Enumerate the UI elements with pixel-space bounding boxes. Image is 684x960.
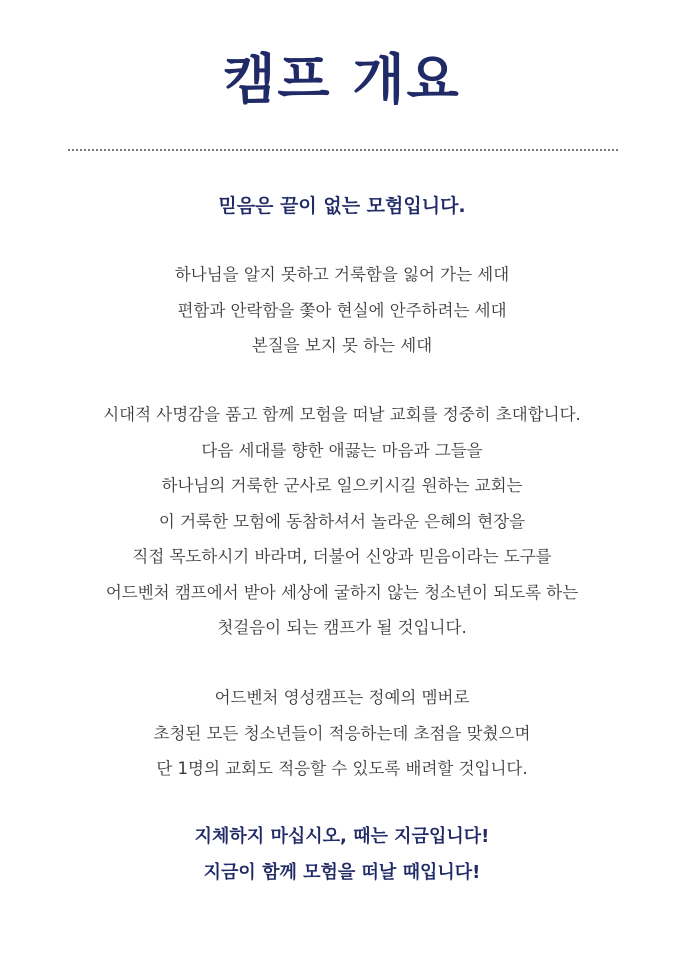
text-line: 본질을 보지 못 하는 세대 [251, 336, 433, 355]
closing-line: 지금이 함께 모험을 떠날 때입니다! [203, 862, 481, 883]
page-title: 캠프 개요 [223, 48, 461, 111]
text-line: 이 거룩한 모험에 동참하셔서 놀라운 은혜의 현장을 [158, 511, 526, 531]
text-line: 직접 목도하시기 바라며, 더불어 신앙과 믿음이라는 도구를 [132, 547, 552, 566]
text-line: 편함과 안락함을 쫓아 현실에 안주하려는 세대 [177, 300, 507, 320]
subtitle: 믿음은 끝이 없는 모험입니다. [218, 195, 466, 217]
dotted-divider [68, 149, 618, 151]
closing-line: 지체하지 마십시오, 때는 지금입니다! [194, 826, 490, 847]
text-line: 다음 세대를 향한 애끓는 마음과 그들을 [201, 440, 483, 460]
text-line: 어드벤처 캠프에서 받아 세상에 굴하지 않는 청소년이 되도록 하는 [105, 582, 579, 602]
text-line: 하나님의 거룩한 군사로 일으키시길 원하는 교회는 [161, 476, 523, 495]
text-line: 단 1명의 교회도 적응할 수 있도록 배려할 것입니다. [156, 759, 528, 778]
camp-description-paragraph [0, 680, 684, 787]
text-line: 하나님을 알지 못하고 거룩함을 잃어 가는 세대 [174, 265, 510, 284]
text-line: 초청된 모든 청소년들이 적응하는데 초점을 맞췄으며 [153, 723, 531, 743]
text-line: 시대적 사명감을 품고 함께 모험을 떠날 교회를 정중히 초대합니다. [103, 405, 581, 424]
intro-paragraph [0, 257, 684, 364]
invitation-paragraph [0, 397, 684, 646]
closing-message [0, 819, 684, 891]
text-line: 어드벤처 영성캠프는 정예의 멤버로 [214, 688, 470, 707]
text-line: 첫걸음이 되는 캠프가 될 것입니다. [217, 618, 467, 637]
